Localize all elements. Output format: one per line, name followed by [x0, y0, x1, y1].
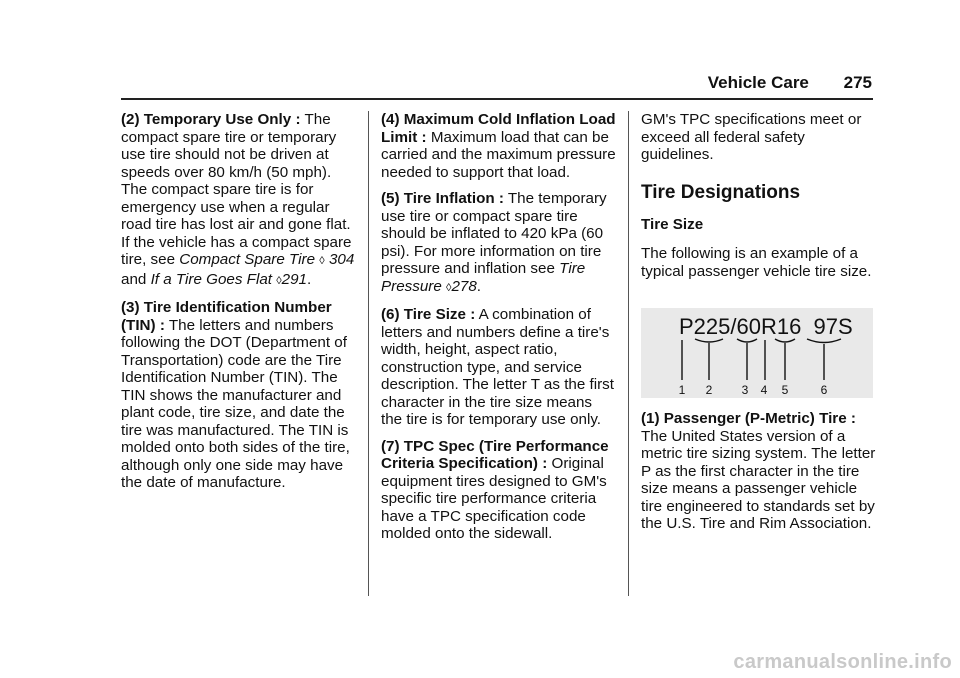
paragraph-tire-inflation: (5) Tire Inflation : The temporary use tire or compact spare tire should be inflated to 420 kPa (60 psi). For more information on tire pressure and inflation see Tire Pressure ◊278.: [381, 190, 607, 295]
body-text: Original equipment tires designed to GM's specific tire performance criteria have a TPC specification code molded onto the sidewall.: [381, 455, 607, 542]
paragraph-passenger-tire: [641, 410, 877, 533]
term-tire-size: (6) Tire Size: [381, 306, 466, 323]
callout-label-3: 3: [741, 383, 749, 397]
callout-label-5: 5: [781, 383, 789, 397]
term-tpc-spec: (7) TPC Spec (Tire Performance Criteria Specification): [381, 437, 609, 472]
paragraph-temporary-use: (2) Temporary Use Only : The compact spare tire or temporary use tire should not be driven at speeds over 80 km/h (50 mph). The compact spare tire is for emergency use when a regular road tire has lost air and gone flat. If the vehicle has a compact spare tire, see Compact Spare Tire ◊ 304 and If a Tire Goes Flat ◊291.: [121, 111, 355, 288]
ref-tire-pressure[interactable]: Tire Pressure: [381, 260, 586, 295]
body-text: The compact spare tire or temporary use tire should not be driven at speeds over 80 km/h (50 mph). The compact spare tire is for emergency use when a regular road tire has lost air and gone flat. If the vehicle has a compact spare tire, see: [121, 111, 352, 268]
paragraph-gm-tpc: [641, 111, 877, 164]
column-divider-2: [628, 111, 629, 596]
callout-label-4: 4: [760, 383, 768, 397]
term-colon: :: [542, 455, 548, 472]
ref-compact-spare-tire[interactable]: Compact Spare Tire: [179, 251, 316, 268]
column-3: [641, 111, 877, 542]
term-max-load: (4) Maximum Cold Inflation Load Limit: [381, 111, 616, 146]
ref-page-291[interactable]: 291: [281, 270, 307, 288]
body-text: The letters and numbers following the DOT (Department of Transportation) code are the Tire Identification Number (TIN). The TIN shows the manufacturer and plant code, tire size, and date the tire was manufactured. The TIN is molded onto both sides of the tire, although only one side may have the date of manufacture.: [121, 316, 350, 491]
section-title: Vehicle Care: [707, 73, 809, 92]
callout-label-2: 2: [705, 383, 713, 397]
column-divider-1: [368, 111, 369, 596]
callout-bracket-3: [737, 339, 757, 342]
term-colon: :: [498, 190, 504, 207]
body-text: The United States version of a metric tire sizing system. The letter P as the first character in the tire size means a passenger vehicle tire engineered to standards set by the U.S. Tire and Rim Association.: [641, 427, 876, 532]
tire-size-figure: [641, 308, 873, 398]
body-text-and: and: [121, 270, 147, 288]
body-text: The following is an example of a typical passenger vehicle tire size.: [641, 245, 872, 280]
paragraph-example: [641, 245, 877, 280]
term-temporary-use: (2) Temporary Use Only: [121, 111, 292, 128]
column-2: [381, 111, 617, 552]
ref-tire-goes-flat[interactable]: If a Tire Goes Flat: [150, 270, 272, 288]
term-colon: :: [295, 111, 301, 128]
page-header: [708, 73, 872, 93]
ref-arrow-icon: ◊: [276, 274, 282, 287]
term-colon: :: [850, 410, 856, 427]
subheading-tire-size: Tire Size: [641, 215, 704, 233]
callout-label-6: 6: [820, 383, 828, 397]
callout-label-1: 1: [678, 383, 686, 397]
column-1: [121, 111, 357, 501]
ref-arrow-icon: ◊: [319, 255, 325, 267]
tire-size-diagram: [641, 308, 873, 398]
ref-page-304[interactable]: 304: [328, 251, 355, 268]
term-colon: :: [159, 316, 165, 334]
heading-tire-designations: Tire Designations: [641, 181, 801, 203]
page-number: 275: [843, 73, 872, 92]
paragraph-tin: [121, 299, 357, 492]
callout-bracket-2: [695, 339, 723, 342]
body-text: Maximum load that can be carried and the maximum pressure needed to support that load.: [381, 128, 616, 181]
paragraph-tpc-spec: [381, 438, 617, 543]
ref-page-278[interactable]: 278: [451, 277, 477, 295]
term-tire-inflation: (5) Tire Inflation: [381, 190, 495, 207]
body-text: A combination of letters and numbers define a tire's width, height, aspect ratio, construction type, and service description. The letter T as the first character in the tire size means the tire is for temporary use only.: [381, 306, 614, 428]
callout-bracket-6: [807, 339, 841, 343]
header-divider: [121, 98, 873, 100]
tire-size-code: P225/60R16 97S: [679, 314, 853, 339]
paragraph-max-load: [381, 111, 617, 181]
body-text: The temporary use tire or compact spare tire should be inflated to 420 kPa (60 psi). For more information on tire pressure and inflation see: [381, 190, 607, 277]
callout-bracket-5: [775, 339, 795, 342]
watermark: carmanualsonline.info: [733, 651, 952, 673]
ref-arrow-icon: ◊: [446, 281, 452, 294]
term-colon: :: [470, 306, 476, 323]
term-passenger-tire: (1) Passenger (P-Metric) Tire: [641, 410, 847, 427]
body-text: GM's TPC specifications meet or exceed all federal safety guidelines.: [641, 111, 862, 163]
term-tin: (3) Tire Identification Number (TIN): [121, 299, 332, 334]
paragraph-tire-size: [381, 306, 617, 429]
term-colon: :: [421, 128, 427, 146]
